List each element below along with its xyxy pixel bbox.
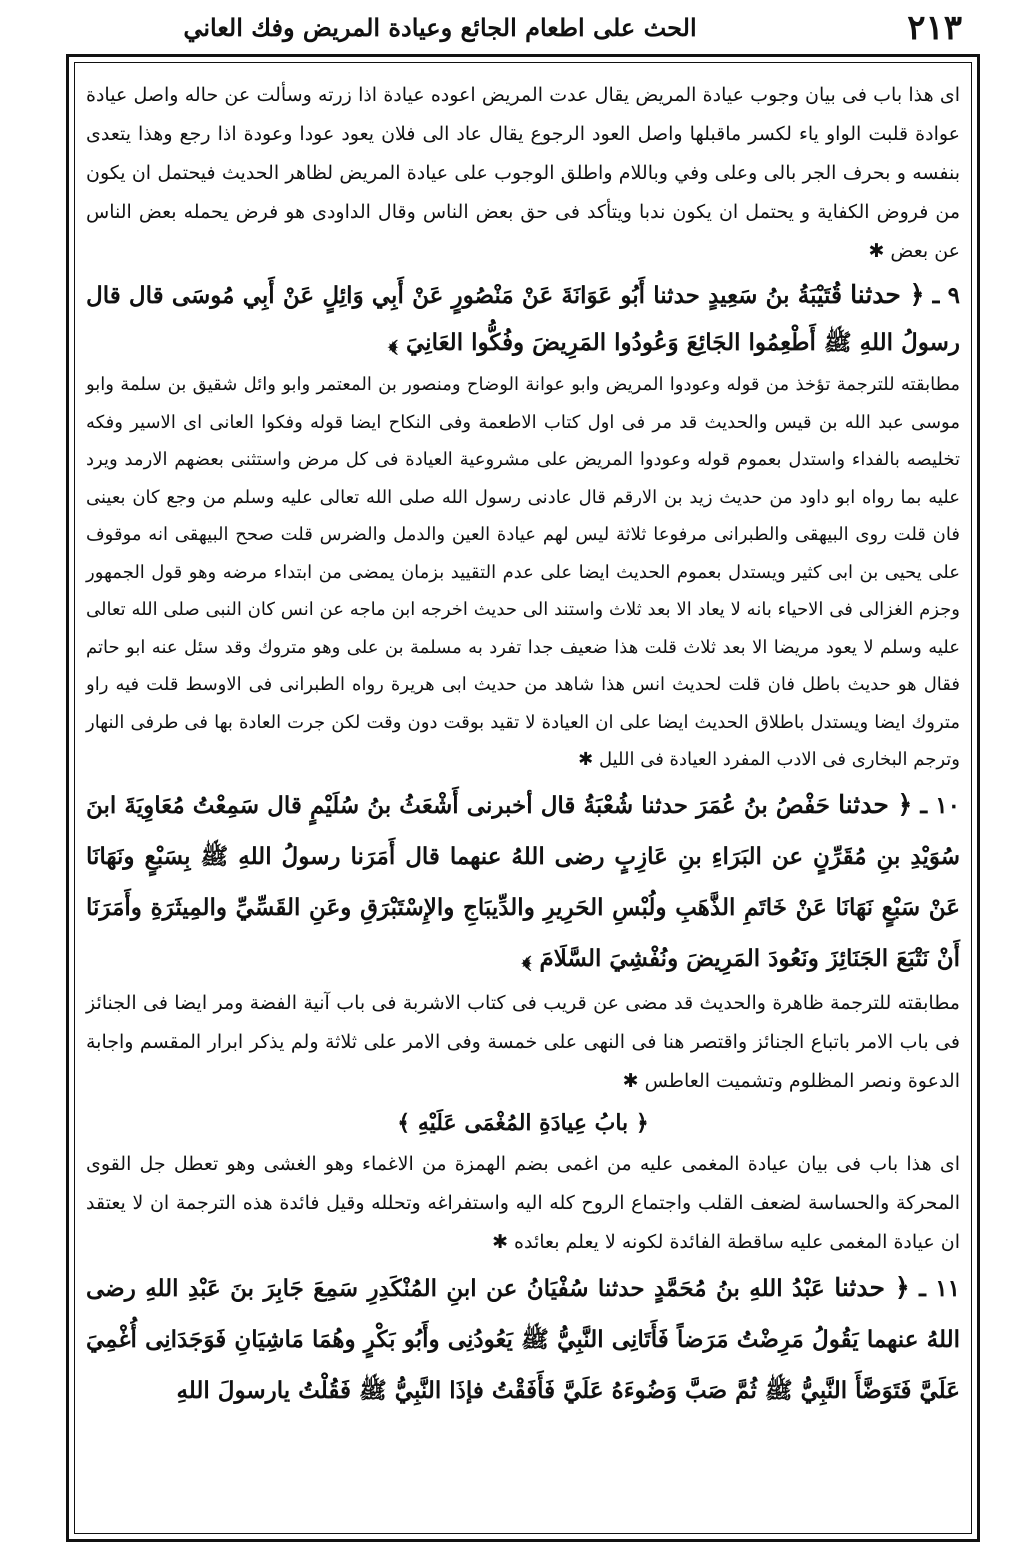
commentary-paragraph: اى هذا باب فى بيان وجوب عيادة المريض يقال عدت المريض اعوده عيادة اذا زرته وسألت عن حاله واصل عيادة عوادة قلبت الواو ياء لكسر ماقبلها واصل العود الرجوع يقال عاد الى فلان يعود عودا وعودة اذا رجع وهذا يتعدى بنفسه و بحرف الجر بالى وعلى وفي وباللام واطلق الوجوب على عيادة المريض لظاهر الحديث فيحتمل ان يكون من فروض الكفاية و يحتمل ان يكون ندبا ويتأكد فى حق بعض الناس وقال الداودى هو فرض يحمله بعض الناس عن بعض ✱: [86, 84, 960, 262]
hadith-text: عَبْدُ اللهِ بنُ مُحَمَّدٍ حدثنا سُفْيَانُ عن ابنِ المُنْكَدِرِ سَمِعَ جَابِرَ بنَ عَبْدِ اللهِ رضى اللهُ عنهما يَقُولُ مَرِضْتُ مَرَضاً فَأَتَانِى النَّبِيُّ ﷺ يَعُودُنِى وأَبُو بَكْرٍ وهُمَا مَاشِيَانِ فَوَجَدَانِى أُغْمِيَ عَلَيَّ فَتَوَضَّأَ النَّبِيُّ ﷺ ثُمَّ صَبَّ وَضُوءَهُ عَلَيَّ فَأَفَقْتُ فإذَا النَّبِيُّ ﷺ فَقُلْتُ يارسولَ اللهِ: [86, 1274, 960, 1404]
hadith-paragraph: [86, 271, 960, 366]
running-title: الحث على اطعام الجائع وعيادة المريض وفك العاني: [183, 13, 697, 42]
hadith-number: ١١ ـ: [919, 1274, 960, 1302]
page-body: [86, 76, 960, 1528]
hadith-number: ١٠ ـ: [920, 791, 960, 819]
hadith-text: قُتَيْبَةُ بنُ سَعِيدٍ حدثنا أَبُو عَوَانَةَ عَنْ مَنْصُورٍ عَنْ أَبِي وَائِلٍ عَنْ أَبِي مُوسَى قال قال رسولُ اللهِ ﷺ أَطْعِمُوا الجَائِعَ وَعُودُوا المَرِيضَ وفُكُّوا العَانِيَ ﴾: [86, 282, 960, 356]
hadith-opener: ﴿ حدثنا: [838, 789, 913, 819]
commentary-paragraph: مطابقته للترجمة ظاهرة والحديث قد مضى عن قريب فى كتاب الاشربة فى باب آنية الفضة ومر ايضا فى الجنائز فى باب الامر باتباع الجنائز واقتصر هنا فى النهى على خمسة وفى الامر على ثلاثة ولم يذكر ابرار المقسم واجابة الدعوة ونصر المظلوم وتشميت العاطس ✱: [86, 991, 960, 1092]
hadith-number: ٩ ـ: [932, 282, 960, 309]
hadith-opener: ﴿ حدثنا: [834, 1272, 910, 1302]
chapter-heading: ﴿ بابُ عِيادَةِ المُغْمَى عَلَيْهِ ﴾: [397, 1109, 649, 1136]
page-header: [70, 6, 980, 50]
commentary-paragraph: مطابقته للترجمة تؤخذ من قوله وعودوا المريض وابو عوانة الوضاح ومنصور بن المعتمر وابو وائل شقيق بن سلمة وابو موسى عبد الله بن قيس والحديث قد مر فى اول كتاب الاطعمة وفى النكاح ايضا قوله وفكوا العانى اى الاسير وفكه تخليصه بالفداء واستدل بعموم قوله وعودوا المريض على مشروعية العيادة فى كل مرض واستثنى بعضهم الارمد ويرد عليه بما رواه ابو داود من حديث زيد بن الارقم قال عادنى رسول الله صلى الله تعالى عليه وسلم من وجع كان بعينى فان قلت روى البيهقى والطبرانى مرفوعا ثلاثة ليس لهم عيادة العين والدمل والضرس قلت صحح البيهقى انه موقوف على يحيى بن ابى كثير ويستدل بعموم الحديث ايضا على عدم التقييد بزمان يمضى من ابتداء مرضه وهو قول الجمهور وجزم الغزالى فى الاحياء بانه لا يعاد الا بعد ثلاث واستند الى حديث اخرجه ابن ماجه عن انس كان النبى صلى الله تعالى عليه وسلم لا يعود مريضا الا بعد ثلاث قلت هذا ضعيف جدا تفرد به مسلمة بن على وهو متروك وقد سئل عنه ابو حاتم فقال هو حديث باطل فان قلت لحديث انس هذا شاهد من حديث ابى هريرة رواه الطبرانى فى الاوسط قلت فيه راو متروك ايضا ويستدل باطلاق الحديث ايضا على ان العيادة لا تقيد بوقت دون وقت لكن جرت العادة بها فى طرفى النهار وترجم البخارى فى الادب المفرد العيادة فى الليل ✱: [86, 374, 960, 770]
hadith-paragraph: [86, 779, 960, 984]
hadith-opener: ﴿ حدثنا: [850, 280, 925, 309]
hadith-paragraph: [86, 1262, 960, 1416]
commentary-paragraph: اى هذا باب فى بيان عيادة المغمى عليه من اغمى بضم الهمزة من الاغماء وهو الغشى وهو تعطل جل القوى المحركة والحساسة لضعف القلب واجتماع الروح كله اليه واستفراغه وتحلله وقيل فائدة هذه الترجمة ان لا يعتقد ان عيادة المغمى عليه ساقطة الفائدة لكونه لا يعلم بعائده ✱: [86, 1152, 960, 1253]
page-number: ٢١٣: [907, 8, 962, 48]
hadith-text: حَفْصُ بنُ عُمَرَ حدثنا شُعْبَةُ قال أخبرنى أَشْعَثُ بنُ سُلَيْمٍ قال سَمِعْتُ مُعَاوِيَةَ ابنَ سُوَيْدِ بنِ مُقَرِّنٍ عن البَرَاءِ بنِ عَازِبٍ رضى اللهُ عنهما قال أَمَرَنا رسولُ اللهِ ﷺ بِسَبْعٍ ونَهَانَا عَنْ سَبْعٍ نَهَانَا عَنْ خَاتَمِ الذَّهَبِ ولُبْسِ الحَرِيرِ والدِّيبَاجِ والإِسْتَبْرَقِ وعَنِ القَسِّيِّ والمِيثَرَةِ وأَمَرَنَا أَنْ نَتْبَعَ الجَنَائِزَ ونَعُودَ المَرِيضَ ونُفْشِيَ السَّلَامَ ﴾: [86, 791, 960, 972]
